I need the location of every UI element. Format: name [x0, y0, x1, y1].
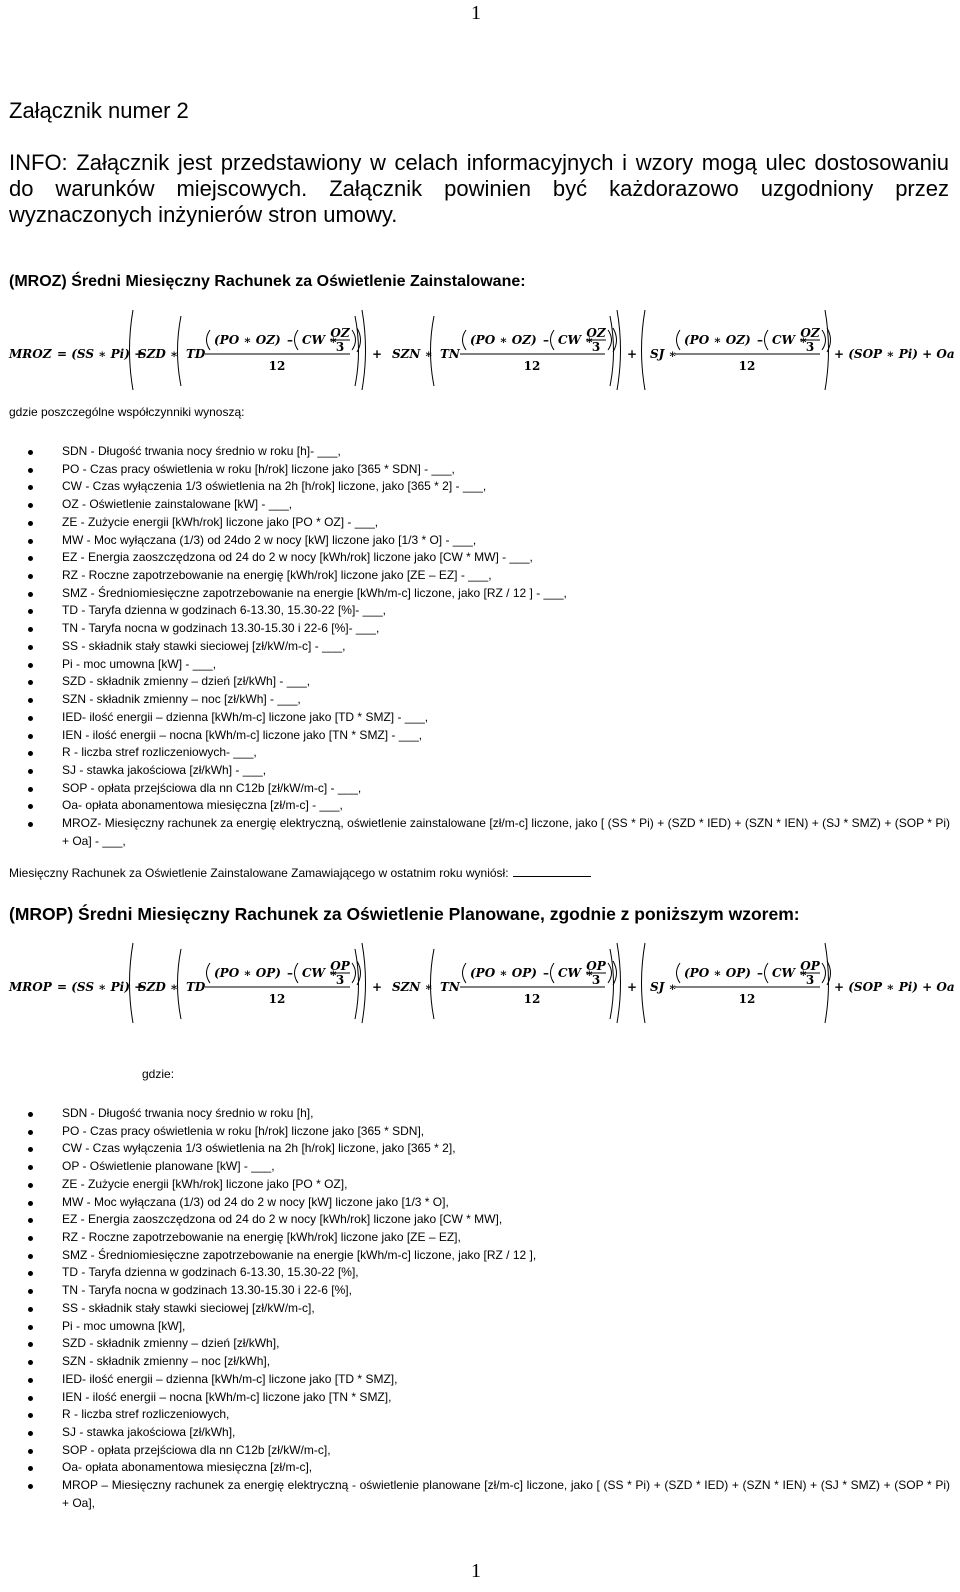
formula-szn: SZN ∗: [392, 980, 433, 994]
bullet-icon: [28, 698, 33, 703]
list-item-text: CW - Czas wyłączenia 1/3 oświetlenia na 2h [h/rok] liczone, jako [365 * 2],: [62, 1141, 456, 1156]
formula-szd: SZD ∗: [138, 347, 179, 361]
list-item: [0, 1442, 960, 1460]
list-item: [0, 1194, 960, 1212]
list-item-text: R - liczba stref rozliczeniowych- ___,: [62, 745, 257, 760]
coefficients-intro-2: gdzie:: [142, 1067, 175, 1081]
paren-right: [352, 330, 356, 350]
list-item: [0, 585, 960, 603]
formula-tn: TN: [440, 980, 460, 994]
list-item: [0, 1158, 960, 1176]
bullet-icon: [28, 663, 33, 668]
paren-left: [295, 963, 299, 983]
formula-tail: + (SOP ∗ Pi) + Oa: [834, 347, 955, 361]
list-item-text: SJ - stawka jakościowa [zł/kWh],: [62, 1424, 236, 1439]
list-item-text: MROP – Miesięczny rachunek za energię elektryczną - oświetlenie planowane [zł/m-c] liczone, jako [ (SS * Pi) + (SZD * IED) + (SZN * IEN) + (SJ * SMZ) + (SOP * Pi) + Oa],: [62, 1478, 950, 1510]
fraction-top: OZ: [800, 326, 820, 340]
summary-line: [9, 865, 591, 880]
numerator-cw: CW ∗: [772, 966, 808, 980]
fraction-top: OP: [586, 959, 606, 973]
page-number-bottom: 1: [471, 1560, 481, 1582]
list-item-text: SDN - Długość trwania nocy średnio w roku [h]- ___,: [62, 444, 341, 458]
list-item-text: SJ - stawka jakościowa [zł/kWh] - ___,: [62, 762, 267, 777]
list-item: [0, 1406, 960, 1424]
list-item: [0, 620, 960, 638]
list-item: [0, 1300, 960, 1318]
list-item: [0, 709, 960, 727]
numerator-product: (PO ∗ OP): [684, 966, 751, 980]
list-item-text: Pi - moc umowna [kW],: [62, 1318, 186, 1333]
fraction-top: OZ: [586, 326, 606, 340]
fraction-bottom: 3: [335, 973, 345, 987]
page-number-top: 1: [471, 2, 481, 24]
coefficients-intro: gdzie poszczególne współczynniki wynoszą:: [9, 405, 245, 419]
paren-right: [822, 330, 826, 350]
list-item-text: Pi - moc umowna [kW] - ___,: [62, 656, 217, 671]
paren-left: [765, 963, 769, 983]
list-item: [0, 1353, 960, 1371]
formula-lhs: MROZ: [9, 347, 52, 361]
formula-ss-pi: = (SS ∗ Pi) +: [57, 980, 145, 994]
big-paren-left: [642, 943, 646, 1023]
big-paren-right: [617, 943, 621, 1023]
numerator-product: (PO ∗ OZ): [470, 333, 537, 347]
mroz-heading: (MROZ) Średni Miesięczny Rachunek za Oświetlenie Zainstalowane:: [9, 273, 526, 290]
denominator: 12: [738, 359, 756, 373]
numerator-product: (PO ∗ OP): [470, 966, 537, 980]
bullet-icon: [28, 1289, 33, 1294]
minus-sign: –: [287, 333, 293, 347]
numerator-cw: CW ∗: [772, 333, 808, 347]
list-item-text: R - liczba stref rozliczeniowych,: [62, 1407, 230, 1422]
list-item: [0, 1335, 960, 1353]
list-item: [0, 762, 960, 780]
plus-sign: +: [372, 347, 383, 361]
list-item-text: OP - Oświetlenie planowane [kW] - ___,: [62, 1159, 275, 1174]
list-item-text: PO - Czas pracy oświetlenia w roku [h/rok] liczone jako [365 * SDN] - ___,: [62, 461, 455, 476]
bullet-icon: [28, 556, 33, 561]
paren-right: [608, 963, 612, 983]
bullet-icon: [28, 1484, 33, 1489]
bullet-icon: [28, 609, 33, 614]
info-paragraph: INFO: Załącznik jest przedstawiony w celach informacyjnych i wzory mogą ulec dostosowaniu do warunków miejscowych. Załącznik powinien być każdorazowo uzgodniony przez wyznaczonych inżynierów stron umowy.: [9, 150, 949, 227]
list-item-text: TN - Taryfa nocna w godzinach 13.30-15.30 i 22-6 [%]- ___,: [62, 621, 380, 636]
list-item-text: Oa- opłata abonamentowa miesięczna [zł/m-c],: [62, 1460, 313, 1475]
bullet-icon: [28, 1431, 33, 1436]
denominator: 12: [268, 992, 286, 1006]
list-item: [0, 1318, 960, 1336]
list-item-text: CW - Czas wyłączenia 1/3 oświetlenia na 2h [h/rok] liczone, jako [365 * 2] - ___,: [62, 479, 487, 494]
list-item: [0, 1247, 960, 1265]
list-item: [0, 1371, 960, 1389]
list-item: [0, 514, 960, 532]
bullet-icon: [28, 592, 33, 597]
list-item-text: MW - Moc wyłączana (1/3) od 24do 2 w nocy [kW] liczone jako [1/3 * O] - ___,: [62, 532, 477, 547]
mrop-heading: (MROP) Średni Miesięczny Rachunek za Oświetlenie Planowane, zgodnie z poniższym wzorem:: [9, 904, 800, 924]
bullet-icon: [28, 716, 33, 721]
paren-left: [551, 330, 555, 350]
minus-sign: –: [287, 966, 293, 980]
bullet-icon: [28, 1325, 33, 1330]
bullet-icon: [28, 485, 33, 490]
big-paren-left: [642, 310, 646, 390]
fraction-bottom: 3: [805, 340, 815, 354]
paren-left: [551, 963, 555, 983]
paren-left: [677, 330, 681, 350]
bullet-icon: [28, 751, 33, 756]
list-item: [0, 532, 960, 550]
paren-right: [352, 963, 356, 983]
list-item: [0, 1264, 960, 1282]
list-item: [0, 815, 960, 850]
paren-left: [463, 330, 467, 350]
list-item-text: MW - Moc wyłączana (1/3) od 24 do 2 w nocy [kW] liczone jako [1/3 * O],: [62, 1194, 449, 1209]
list-item-text: RZ - Roczne zapotrzebowanie na energię [kWh/rok] liczone jako [ZE – EZ] - ___,: [62, 568, 492, 583]
bullet-icon: [28, 503, 33, 508]
bullet-icon: [28, 680, 33, 685]
fraction-top: OP: [330, 959, 350, 973]
bullet-icon: [28, 450, 33, 455]
list-item: [0, 1211, 960, 1229]
list-item: [0, 1424, 960, 1442]
list-item-text: EZ - Energia zaoszczędzona od 24 do 2 w nocy [kWh/rok] liczone jako [CW * MW] - ___,: [62, 550, 533, 565]
mroz-coefficient-list: [0, 443, 960, 851]
plus-sign: +: [627, 980, 638, 994]
numerator-product: (PO ∗ OP): [214, 966, 281, 980]
bullet-icon: [28, 1342, 33, 1347]
bullet-icon: [28, 1218, 33, 1223]
bullet-icon: [28, 1378, 33, 1383]
list-item-text: SDN - Długość trwania nocy średnio w roku [h],: [62, 1106, 314, 1120]
list-item-text: SS - składnik stały stawki sieciowej [zł/kW/m-c],: [62, 1300, 315, 1315]
numerator-cw: CW ∗: [302, 966, 338, 980]
numerator-product: (PO ∗ OZ): [214, 333, 281, 347]
mrop-formula-svg: [0, 935, 960, 1025]
list-item: [0, 1459, 960, 1477]
list-item-text: MROZ- Miesięczny rachunek za energię elektryczną, oświetlenie zainstalowane [zł/m-c] liczone, jako [ (SS * Pi) + (SZD * IED) + (SZN * IEN) + (SJ * SMZ) + (SOP * Pi) + Oa] - ___,: [62, 816, 950, 848]
paren-left: [207, 963, 211, 983]
list-item-text: EZ - Energia zaoszczędzona od 24 do 2 w nocy [kWh/rok] liczone jako [CW * MW],: [62, 1212, 503, 1227]
formula-tn: TN: [440, 347, 460, 361]
list-item-text: TD - Taryfa dzienna w godzinach 6-13.30, 15.30-22 [%]- ___,: [62, 603, 386, 618]
summary-text: Miesięczny Rachunek za Oświetlenie Zainstalowane Zamawiającego w ostatnim roku wyniósł:: [9, 866, 509, 880]
list-item: [0, 496, 960, 514]
fraction-bottom: 3: [591, 973, 601, 987]
bullet-icon: [28, 521, 33, 526]
paren-left: [765, 330, 769, 350]
list-item-text: SZN - składnik zmienny – noc [zł/kWh] - ___,: [62, 692, 301, 707]
bullet-icon: [28, 1396, 33, 1401]
list-item: [0, 780, 960, 798]
bullet-icon: [28, 1360, 33, 1365]
list-item-text: SS - składnik stały stawki sieciowej [zł/kW/m-c] - ___,: [62, 638, 346, 653]
denominator: 12: [523, 992, 541, 1006]
list-item: [0, 656, 960, 674]
big-paren-right: [610, 316, 614, 386]
list-item: [0, 1176, 960, 1194]
paren-left: [463, 963, 467, 983]
list-item: [0, 567, 960, 585]
formula-tail: + (SOP ∗ Pi) + Oa: [834, 980, 955, 994]
list-item: [0, 691, 960, 709]
formula-sj: SJ ∗: [650, 980, 677, 994]
fraction-bottom: 3: [591, 340, 601, 354]
paren-left: [677, 963, 681, 983]
formula-szn: SZN ∗: [392, 347, 433, 361]
fraction-bottom: 3: [805, 973, 815, 987]
fraction-top: OP: [800, 959, 820, 973]
bullet-icon: [28, 1449, 33, 1454]
list-item: [0, 1123, 960, 1141]
list-item-text: TN - Taryfa nocna w godzinach 13.30-15.30 i 22-6 [%],: [62, 1283, 352, 1298]
list-item: [0, 1282, 960, 1300]
list-item-text: SZN - składnik zmienny – noc [zł/kWh],: [62, 1354, 271, 1369]
bullet-icon: [28, 468, 33, 473]
bullet-icon: [28, 539, 33, 544]
bullet-icon: [28, 822, 33, 827]
paren-left: [207, 330, 211, 350]
list-item-text: PO - Czas pracy oświetlenia w roku [h/rok] liczone jako [365 * SDN],: [62, 1123, 425, 1138]
bullet-icon: [28, 804, 33, 809]
list-item: [0, 461, 960, 479]
formula-ss-pi: = (SS ∗ Pi) +: [57, 347, 145, 361]
bullet-icon: [28, 1271, 33, 1276]
formula-sj: SJ ∗: [650, 347, 677, 361]
formula-td: TD: [186, 980, 206, 994]
minus-sign: –: [543, 966, 549, 980]
big-paren-right: [610, 949, 614, 1019]
bullet-icon: [28, 1307, 33, 1312]
bullet-icon: [28, 574, 33, 579]
list-item-text: RZ - Roczne zapotrzebowanie na energię [kWh/rok] liczone jako [ZE – EZ],: [62, 1230, 461, 1245]
bullet-icon: [28, 787, 33, 792]
bullet-icon: [28, 734, 33, 739]
mrop-coefficient-list: [0, 1105, 960, 1513]
numerator-cw: CW ∗: [558, 966, 594, 980]
mroz-formula-svg: [0, 302, 960, 392]
bullet-icon: [28, 1466, 33, 1471]
annex-title: Załącznik numer 2: [9, 98, 189, 123]
list-item-text: IED- ilość energii – dzienna [kWh/m-c] liczone jako [TD * SMZ] - ___,: [62, 709, 429, 724]
list-item: [0, 727, 960, 745]
minus-sign: –: [757, 333, 763, 347]
paren-right: [822, 963, 826, 983]
list-item-text: Oa- opłata abonamentowa miesięczna [zł/m-c] - ___,: [62, 798, 343, 813]
list-item-text: OZ - Oświetlenie zainstalowane [kW] - ___,: [62, 497, 293, 512]
big-paren-right: [617, 310, 621, 390]
bullet-icon: [28, 645, 33, 650]
numerator-cw: CW ∗: [302, 333, 338, 347]
numerator-product: (PO ∗ OZ): [684, 333, 751, 347]
list-item: [0, 443, 960, 461]
plus-sign: +: [372, 980, 383, 994]
formula-szd: SZD ∗: [138, 980, 179, 994]
denominator: 12: [738, 992, 756, 1006]
list-item-text: TD - Taryfa dzienna w godzinach 6-13.30, 15.30-22 [%],: [62, 1265, 359, 1280]
list-item-text: ZE - Zużycie energii [kWh/rok] liczone jako [PO * OZ] - ___,: [62, 514, 379, 529]
paren-right: [608, 330, 612, 350]
minus-sign: –: [543, 333, 549, 347]
mrop-formula: [0, 935, 960, 1025]
list-item-text: SOP - opłata przejściowa dla nn C12b [zł/kW/m-c],: [62, 1442, 331, 1457]
fraction-bottom: 3: [335, 340, 345, 354]
bullet-icon: [28, 1165, 33, 1170]
list-item: [0, 1389, 960, 1407]
big-paren-right: [362, 310, 366, 390]
list-item-text: SMZ - Średniomiesięczne zapotrzebowanie na energie [kWh/m-c] liczone, jako [RZ / 12 ] - ___,: [62, 585, 567, 600]
list-item: [0, 638, 960, 656]
bullet-icon: [28, 1112, 33, 1117]
bullet-icon: [28, 627, 33, 632]
denominator: 12: [523, 359, 541, 373]
list-item: [0, 602, 960, 620]
paren-left: [295, 330, 299, 350]
mroz-formula: [0, 302, 960, 392]
list-item-text: IED- ilość energii – dzienna [kWh/m-c] liczone jako [TD * SMZ],: [62, 1371, 398, 1386]
list-item: [0, 1477, 960, 1512]
big-paren-right: [362, 943, 366, 1023]
denominator: 12: [268, 359, 286, 373]
plus-sign: +: [627, 347, 638, 361]
bullet-icon: [28, 1254, 33, 1259]
list-item-text: SMZ - Średniomiesięczne zapotrzebowanie na energie [kWh/m-c] liczone, jako [RZ / 12 ],: [62, 1247, 537, 1262]
list-item-text: IEN - ilość energii – nocna [kWh/m-c] liczone jako [TN * SMZ] - ___,: [62, 727, 423, 742]
list-item-text: SZD - składnik zmienny – dzień [zł/kWh],: [62, 1336, 280, 1351]
summary-blank-field[interactable]: [513, 865, 591, 877]
formula-lhs: MROP: [9, 980, 52, 994]
list-item: [0, 797, 960, 815]
bullet-icon: [28, 1130, 33, 1135]
list-item-text: SOP - opłata przejściowa dla nn C12b [zł/kW/m-c] - ___,: [62, 780, 362, 795]
bullet-icon: [28, 1147, 33, 1152]
formula-td: TD: [186, 347, 206, 361]
list-item-text: IEN - ilość energii – nocna [kWh/m-c] liczone jako [TN * SMZ],: [62, 1389, 392, 1404]
list-item: [0, 478, 960, 496]
bullet-icon: [28, 769, 33, 774]
list-item: [0, 1105, 960, 1123]
list-item: [0, 1140, 960, 1158]
list-item-text: ZE - Zużycie energii [kWh/rok] liczone jako [PO * OZ],: [62, 1176, 348, 1191]
list-item: [0, 673, 960, 691]
bullet-icon: [28, 1183, 33, 1188]
list-item: [0, 549, 960, 567]
minus-sign: –: [757, 966, 763, 980]
fraction-top: OZ: [330, 326, 350, 340]
list-item: [0, 744, 960, 762]
list-item: [0, 1229, 960, 1247]
numerator-cw: CW ∗: [558, 333, 594, 347]
list-item-text: SZD - składnik zmienny – dzień [zł/kWh] - ___,: [62, 674, 311, 689]
bullet-icon: [28, 1201, 33, 1206]
bullet-icon: [28, 1413, 33, 1418]
bullet-icon: [28, 1236, 33, 1241]
